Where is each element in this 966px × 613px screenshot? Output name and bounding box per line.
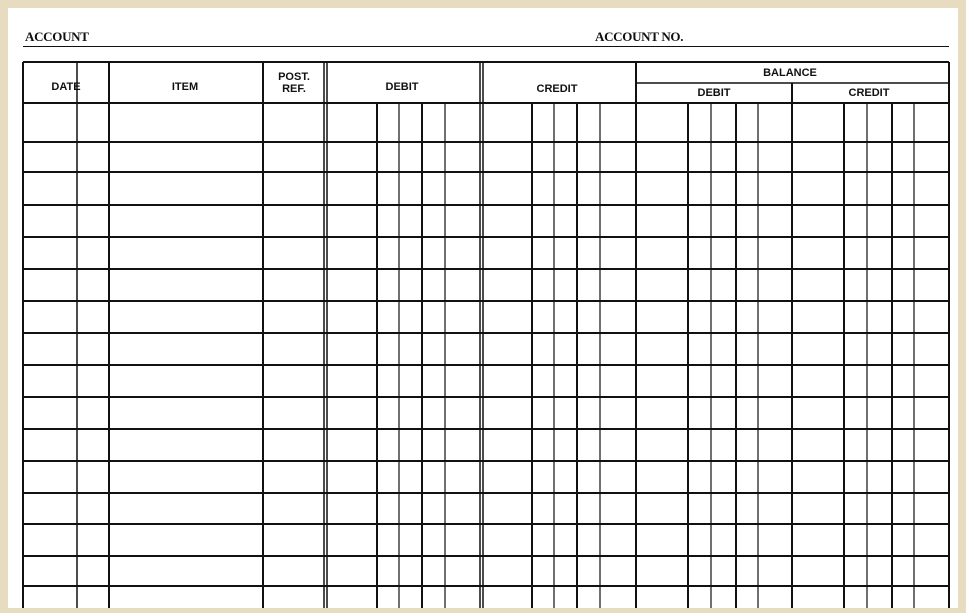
grid-lines — [23, 62, 949, 608]
balance-column-header: BALANCE — [763, 67, 817, 79]
post-ref-column-header-line2: REF. — [282, 83, 306, 95]
date-column-header: DATE — [51, 81, 81, 93]
balance-debit-column-header: DEBIT — [697, 87, 731, 99]
balance-credit-column-header: CREDIT — [848, 87, 890, 99]
post-ref-column-header: POST. — [278, 71, 310, 83]
credit-column-header: CREDIT — [536, 83, 578, 95]
account-label: ACCOUNT — [25, 29, 89, 44]
ledger-grid — [8, 8, 958, 608]
account-number-label: ACCOUNT NO. — [595, 29, 684, 44]
ledger-sheet — [8, 8, 958, 608]
debit-column-header: DEBIT — [385, 81, 419, 93]
item-column-header: ITEM — [171, 81, 199, 93]
